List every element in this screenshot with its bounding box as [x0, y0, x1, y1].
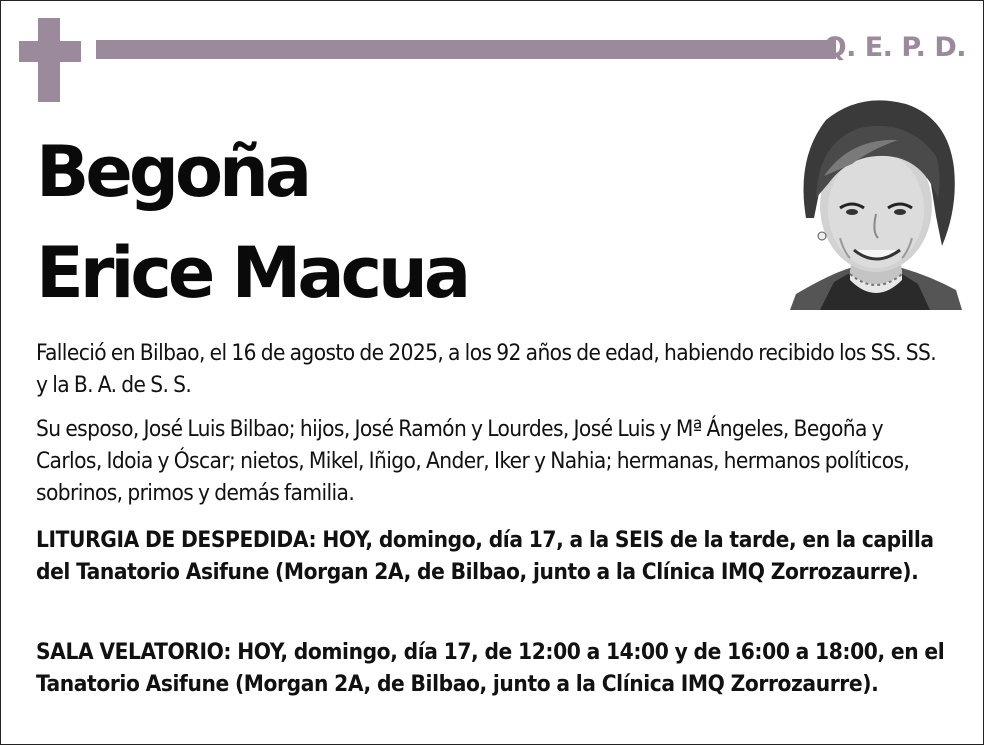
- cross-icon-crossbar: [19, 41, 81, 62]
- header-rule: [96, 40, 836, 59]
- deceased-surnames: Erice Macua: [36, 232, 468, 314]
- wake-paragraph: SALA VELATORIO: HOY, domingo, día 17, de 12:00 a 14:00 y de 16:00 a 18:00, en el Tanatorio Asifune (Morgan 2A, de Bilbao, junto a la Clínica IMQ Zorrozaurre).: [36, 639, 945, 697]
- family-paragraph: Su esposo, José Luis Bilbao; hijos, José Ramón y Lourdes, José Luis y Mª Ángeles, Begoña y Carlos, Idoia y Óscar; nietos, Mikel, Iñigo, Ander, Iker y Nahia; hermanas, hermanos políticos, sobrinos, primos y demás familia.: [36, 416, 910, 506]
- portrait-photo: [790, 98, 962, 310]
- liturgy-paragraph: LITURGIA DE DESPEDIDA: HOY, domingo, día 17, a la SEIS de la tarde, en la capilla del Tanatorio Asifune (Morgan 2A, de Bilbao, junto a la Clínica IMQ Zorrozaurre).: [36, 527, 934, 585]
- qepd-label: Q. E. P. D.: [823, 32, 966, 63]
- deceased-first-name: Begoña: [36, 131, 309, 213]
- death-notice-paragraph: Falleció en Bilbao, el 16 de agosto de 2025, a los 92 años de edad, habiendo recibido los SS. SS. y la B. A. de S. S.: [36, 340, 937, 398]
